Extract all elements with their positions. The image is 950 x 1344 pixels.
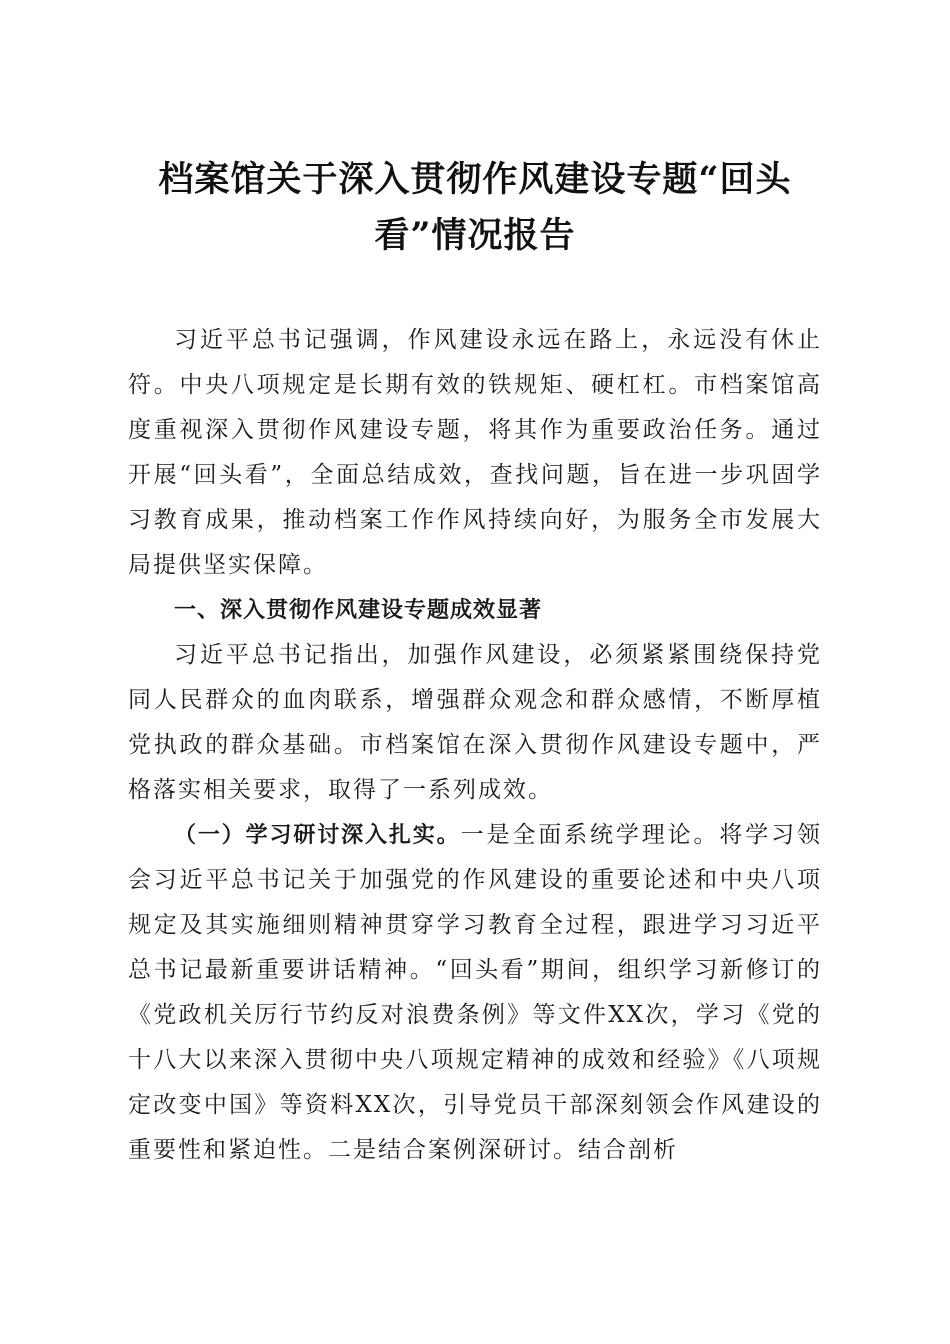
- title-line-2: 看”情况报告: [374, 215, 576, 256]
- subsection-1-heading: （一）学习研讨深入扎实。: [174, 823, 461, 848]
- document-title: [120, 152, 830, 264]
- subsection-1-paragraph: [128, 813, 822, 1173]
- title-line-1: 档案馆关于深入贯彻作风建设专题“回头: [158, 159, 792, 200]
- section-1-paragraph: 习近平总书记指出，加强作风建设，必须紧紧围绕保持党同人民群众的血肉联系，增强群众观念和群众感情，不断厚植党执政的群众基础。市档案馆在深入贯彻作风建设专题中，严格落实相关要求，取得了一系列成效。: [128, 642, 822, 803]
- section-1-heading: 一、深入贯彻作风建设专题成效显著: [174, 598, 543, 623]
- document-body: [128, 318, 822, 1173]
- intro-paragraph: 习近平总书记强调，作风建设永远在路上，永远没有休止符。中央八项规定是长期有效的铁规矩、硬杠杠。市档案馆高度重视深入贯彻作风建设专题，将其作为重要政治任务。通过开展“回头看”，全面总结成效，查找问题，旨在进一步巩固学习教育成果，推动档案工作作风持续向好，为服务全市发展大局提供坚实保障。: [128, 327, 822, 578]
- subsection-1-text: 一是全面系统学理论。将学习领会习近平总书记关于加强党的作风建设的重要论述和中央八项规定及其实施细则精神贯穿学习教育全过程，跟进学习习近平总书记最新重要讲话精神。“回头看”期间，组织学习新修订的《党政机关厉行节约反对浪费条例》等文件XX次，学习《党的十八大以来深入贯彻中央八项规定精神的成效和经验》《八项规定改变中国》等资料XX次，引导党员干部深刻领会作风建设的重要性和紧迫性。二是结合案例深研讨。结合剖析: [128, 822, 822, 1163]
